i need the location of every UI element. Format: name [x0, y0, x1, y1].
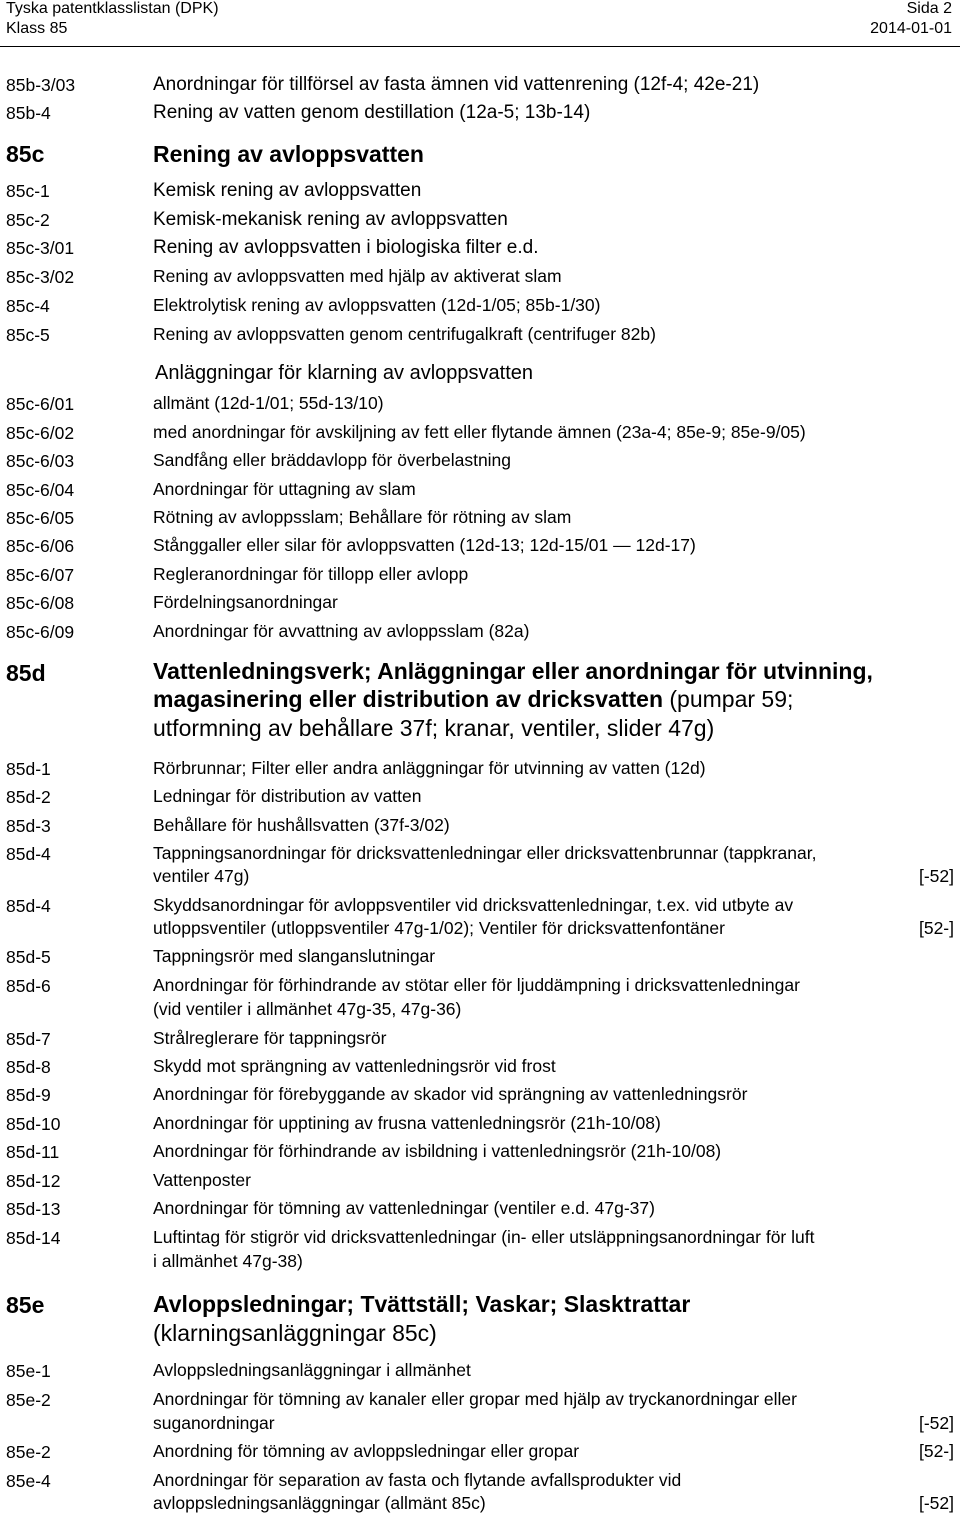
section-title-line1: Vattenledningsverk; Anläggningar eller anordningar för utvinning,: [153, 658, 873, 684]
entry-text: allmänt (12d-1/01; 55d-13/10): [153, 393, 384, 413]
entry-code: 85c-4: [6, 296, 50, 316]
entry-text: Rening av vatten genom destillation (12a-5; 13b-14): [153, 102, 591, 123]
entry-text: Sandfång eller bräddavlopp för överbelastning: [153, 450, 512, 470]
header-rule: [0, 46, 960, 47]
entry-text: Tappningsrör med slanganslutningar: [153, 946, 436, 966]
entry-code: 85d-9: [6, 1085, 51, 1105]
entry-code: 85d-7: [6, 1029, 51, 1049]
entry-code: 85d-3: [6, 816, 51, 836]
entry-text: Anordningar för separation av fasta och flytande avfallsprodukter vid: [153, 1470, 682, 1490]
entry-code: 85e-2: [6, 1442, 51, 1462]
entry-text: Regleranordningar för tillopp eller avlopp: [153, 564, 469, 584]
entry-code: 85d-5: [6, 947, 51, 967]
validity-tag: [-52]: [918, 1413, 954, 1433]
entry-text: Elektrolytisk rening av avloppsvatten (12d-1/05; 85b-1/30): [153, 295, 601, 315]
entry-code: 85c-6/04: [6, 480, 75, 500]
entry-code: 85c-2: [6, 210, 50, 230]
entry-text: Anordning för tömning av avloppsledningar eller gropar: [153, 1441, 580, 1461]
entry-code: 85c-3/02: [6, 267, 75, 287]
subgroup-heading: Anläggningar för klarning av avloppsvatten: [155, 362, 534, 384]
entry-text: Anordningar för tömning av vattenledningar (ventiler e.d. 47g-37): [153, 1198, 655, 1218]
entry-text: Avloppsledningsanläggningar i allmänhet: [153, 1360, 471, 1380]
validity-tag: [-52]: [918, 866, 954, 886]
entry-text: Luftintag för stigrör vid dricksvattenledningar (in- eller utsläppningsanordningar för luft: [153, 1227, 815, 1247]
entry-code: 85d-12: [6, 1171, 61, 1191]
entry-text: Rening av avloppsvatten med hjälp av aktiverat slam: [153, 266, 562, 286]
entry-text: Anordningar för förhindrande av isbildning i vattenledningsrör (21h-10/08): [153, 1141, 722, 1161]
entry-text: Behållare för hushållsvatten (37f-3/02): [153, 815, 450, 835]
entry-code: 85c-6/03: [6, 451, 75, 471]
entry-code: 85e-1: [6, 1361, 51, 1381]
entry-code: 85d-11: [6, 1142, 60, 1162]
entry-text-cont: suganordningar: [153, 1413, 275, 1433]
entry-code: 85d-4: [6, 844, 51, 864]
entry-text: Tappningsanordningar för dricksvattenledningar eller dricksvattenbrunnar (tappkranar,: [153, 843, 817, 863]
entry-code: 85c-6/02: [6, 423, 75, 443]
section-code: 85d: [6, 660, 46, 686]
entry-text: Kemisk rening av avloppsvatten: [153, 180, 422, 201]
entry-code: 85c-1: [6, 181, 50, 201]
entry-text: Stånggaller eller silar för avloppsvatten (12d-13; 12d-15/01 — 12d-17): [153, 535, 696, 555]
header-page: Sida 2: [906, 0, 952, 17]
entry-text: Anordningar för förebyggande av skador vid sprängning av vattenledningsrör: [153, 1084, 748, 1104]
entry-text-cont: utloppsventiler (utloppsventiler 47g-1/02); Ventiler för dricksvattenfontäner: [153, 918, 725, 938]
entry-text: Anordningar för upptining av frusna vattenledningsrör (21h-10/08): [153, 1113, 661, 1133]
section-title-bold: magasinering eller distribution av dricksvatten: [153, 686, 663, 712]
entry-text: Anordningar för tömning av kanaler eller gropar med hjälp av tryckanordningar eller: [153, 1389, 797, 1409]
validity-tag: [-52]: [918, 1493, 954, 1513]
entry-code: 85d-14: [6, 1228, 61, 1248]
entry-code: 85c-6/08: [6, 593, 75, 613]
entry-text-cont: (vid ventiler i allmänhet 47g-35, 47g-36): [153, 999, 462, 1019]
validity-tag: [52-]: [918, 1441, 954, 1461]
entry-code: 85b-3/03: [6, 75, 76, 95]
entry-code: 85c-6/05: [6, 508, 75, 528]
section-title-note: (pumpar 59;: [663, 686, 794, 712]
entry-code: 85c-6/09: [6, 622, 75, 642]
section-title: Rening av avloppsvatten: [153, 141, 424, 167]
entry-code: 85b-4: [6, 103, 51, 123]
entry-text: med anordningar för avskiljning av fett eller flytande ämnen (23a-4; 85e-9; 85e-9/05): [153, 422, 806, 442]
entry-text: Rörbrunnar; Filter eller andra anläggningar för utvinning av vatten (12d): [153, 758, 706, 778]
entry-text: Fördelningsanordningar: [153, 592, 338, 612]
entry-text: Anordningar för förhindrande av stötar eller för ljuddämpning i dricksvattenledningar: [153, 975, 800, 995]
header-klass: Klass 85: [6, 20, 68, 37]
entry-text: Skydd mot sprängning av vattenledningsrör vid frost: [153, 1056, 556, 1076]
entry-text: Rening av avloppsvatten genom centrifugalkraft (centrifuger 82b): [153, 324, 656, 344]
entry-code: 85c-6/06: [6, 536, 75, 556]
entry-code: 85d-4: [6, 896, 51, 916]
section-title-line1: Avloppsledningar; Tvättställ; Vaskar; Slasktrattar: [153, 1291, 691, 1317]
section-title-line2: [153, 686, 793, 713]
entry-code: 85d-13: [6, 1199, 61, 1219]
entry-text: Anordningar för tillförsel av fasta ämnen vid vattenrening (12f-4; 42e-21): [153, 74, 760, 95]
section-code: 85e: [6, 1292, 45, 1318]
section-code: 85c: [6, 141, 45, 167]
entry-text-cont: avloppsledningsanläggningar (allmänt 85c): [153, 1493, 486, 1513]
entry-text: Rening av avloppsvatten i biologiska filter e.d.: [153, 237, 539, 258]
header-title: Tyska patentklasslistan (DPK): [6, 0, 219, 17]
entry-code: 85d-1: [6, 759, 51, 779]
entry-text: Rötning av avloppsslam; Behållare för rötning av slam: [153, 507, 572, 527]
validity-tag: [52-]: [918, 918, 954, 938]
entry-text-cont: ventiler 47g): [153, 866, 250, 886]
entry-text: Vattenposter: [153, 1170, 251, 1190]
header-date: 2014-01-01: [870, 20, 952, 37]
section-title-line3: utformning av behållare 37f; kranar, ventiler, slider 47g): [153, 715, 715, 741]
entry-text: Strålreglerare för tappningsrör: [153, 1028, 387, 1048]
entry-text: Kemisk-mekanisk rening av avloppsvatten: [153, 209, 508, 230]
entry-code: 85c-6/07: [6, 565, 75, 585]
entry-code: 85c-5: [6, 325, 50, 345]
entry-text: Anordningar för uttagning av slam: [153, 479, 416, 499]
entry-code: 85d-6: [6, 976, 51, 996]
section-title-line2: (klarningsanläggningar 85c): [153, 1320, 437, 1346]
entry-code: 85d-2: [6, 787, 51, 807]
entry-text-cont: i allmänhet 47g-38): [153, 1251, 303, 1271]
entry-text: Skyddsanordningar för avloppsventiler vid dricksvattenledningar, t.ex. vid utbyte av: [153, 895, 794, 915]
entry-code: 85e-2: [6, 1390, 51, 1410]
entry-text: Anordningar för avvattning av avloppsslam (82a): [153, 621, 530, 641]
entry-code: 85d-8: [6, 1057, 51, 1077]
entry-code: 85c-6/01: [6, 394, 75, 414]
entry-code: 85d-10: [6, 1114, 61, 1134]
entry-code: 85e-4: [6, 1471, 51, 1491]
entry-code: 85c-3/01: [6, 238, 75, 258]
entry-text: Ledningar för distribution av vatten: [153, 786, 422, 806]
